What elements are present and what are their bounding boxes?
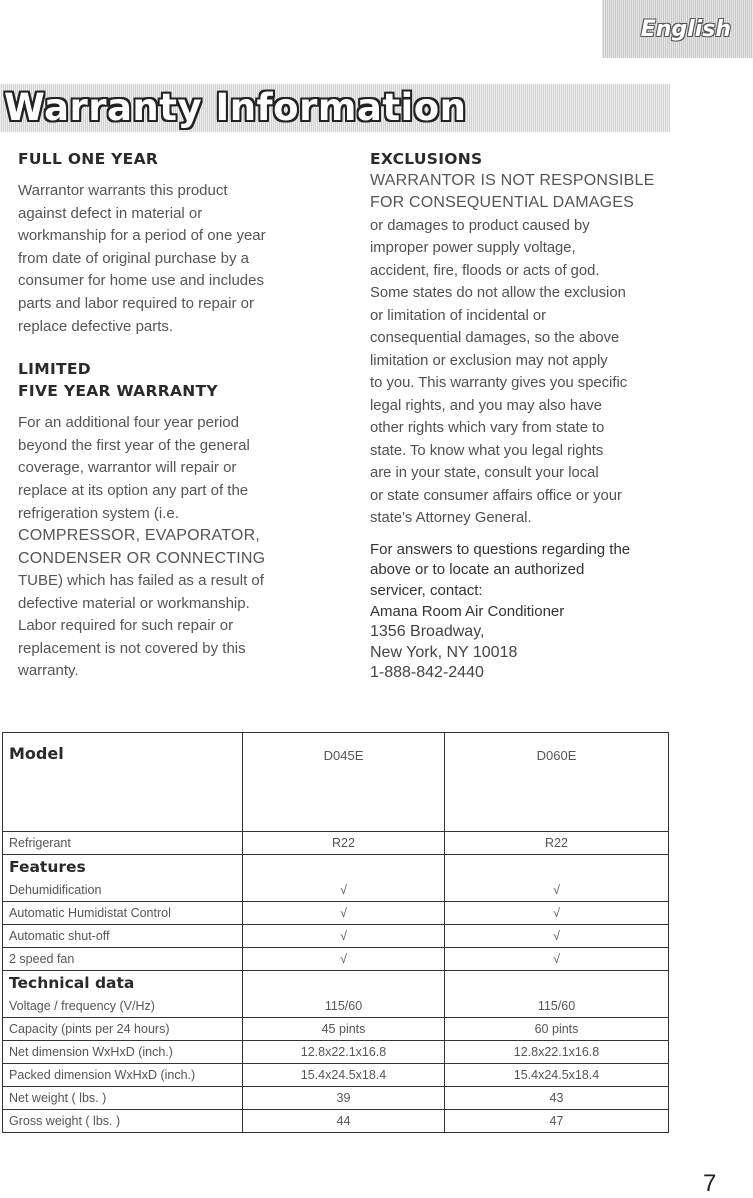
text-line: are in your state, consult your local [370, 465, 599, 482]
text-line: Some states do not allow the exclusion [370, 285, 626, 302]
text-line: FOR CONSEQUENTIAL DAMAGES [370, 194, 634, 212]
check-mark: √ [243, 879, 445, 902]
table-row [3, 995, 669, 1018]
section-row [3, 971, 669, 996]
table-row [3, 902, 669, 925]
table-row [3, 1018, 669, 1041]
text-line: workmanship for a period of one year [18, 227, 266, 245]
cell-value: 12.8x22.1x16.8 [243, 1041, 445, 1064]
row-label: Net dimension WxHxD (inch.) [3, 1041, 243, 1064]
text-line: other rights which vary from state to [370, 420, 605, 437]
text-line: or limitation of incidental or [370, 307, 547, 324]
check-mark: √ [243, 948, 445, 971]
row-label: Voltage / frequency (V/Hz) [3, 995, 243, 1018]
cell-value: 45 pints [243, 1018, 445, 1041]
company-name: Amana Room Air Conditioner [370, 602, 565, 620]
exclusions-text [370, 170, 660, 530]
contact-line: servicer, contact: [370, 582, 483, 599]
text-line: from date of original purchase by a [18, 249, 249, 267]
language-label: English [640, 16, 731, 42]
empty-cell [445, 855, 669, 880]
text-line: state. To know what you legal rights [370, 442, 604, 459]
cell-value: 43 [445, 1087, 669, 1110]
text-line: accident, fire, floods or acts of god. [370, 262, 600, 279]
city-state-zip: New York, NY 10018 [370, 643, 518, 661]
cell-value: 15.4x24.5x18.4 [243, 1064, 445, 1087]
five-year-warranty-heading: FIVE YEAR WARRANTY [18, 382, 218, 401]
text-line: against defect in material or [18, 204, 203, 222]
table-row [3, 1087, 669, 1110]
row-label: Gross weight ( lbs. ) [3, 1110, 243, 1133]
row-label: Automatic Humidistat Control [3, 902, 243, 925]
table-row [3, 879, 669, 902]
contact-info [370, 540, 660, 684]
text-line: COMPRESSOR, EVAPORATOR, [18, 527, 260, 545]
text-line: consumer for home use and includes [18, 272, 264, 290]
check-mark: √ [445, 879, 669, 902]
text-line: replace at its option any part of the [18, 481, 249, 499]
text-line: or damages to product caused by [370, 217, 590, 234]
row-label: Net weight ( lbs. ) [3, 1087, 243, 1110]
text-line: CONDENSER OR CONNECTING [18, 549, 266, 567]
table-row [3, 925, 669, 948]
phone-number: 1-888-842-2440 [370, 664, 484, 682]
cell-value: 15.4x24.5x18.4 [445, 1064, 669, 1087]
text-line: TUBE) which has failed as a result of [18, 571, 264, 589]
exclusions-heading: EXCLUSIONS [370, 150, 483, 168]
contact-line: above or to locate an authorized [370, 561, 585, 579]
cell-value: 47 [445, 1110, 669, 1133]
cell-value: 115/60 [243, 995, 445, 1018]
cell-value: R22 [243, 832, 445, 855]
text-line: limitation or exclusion may not apply [370, 352, 608, 369]
model-d060e: D060E [445, 733, 669, 832]
text-line: consequential damages, so the above [370, 330, 620, 347]
street-address: 1356 Broadway, [370, 623, 485, 641]
text-line: defective material or workmanship. [18, 594, 250, 612]
text-line: Warrantor warrants this product [18, 182, 228, 199]
text-line: warranty. [18, 662, 79, 680]
row-label: 2 speed fan [3, 948, 243, 971]
model-d045e: D045E [243, 733, 445, 832]
table-row [3, 832, 669, 855]
page-number: 7 [703, 1170, 717, 1197]
text-line: refrigeration system (i.e. [18, 504, 179, 522]
check-mark: √ [243, 902, 445, 925]
text-line: improper power supply voltage, [370, 240, 576, 257]
check-mark: √ [243, 925, 445, 948]
empty-cell [243, 855, 445, 880]
row-label: Packed dimension WxHxD (inch.) [3, 1064, 243, 1087]
text-line: parts and labor required to repair or [18, 294, 254, 312]
technical-data-label: Technical data [3, 971, 243, 996]
text-line: to you. This warranty gives you specific [370, 375, 628, 392]
text-line: replacement is not covered by this [18, 639, 246, 657]
text-line: state's Attorney General. [370, 510, 532, 527]
contact-line: For answers to questions regarding the [370, 540, 631, 558]
empty-cell [445, 971, 669, 996]
cell-value: R22 [445, 832, 669, 855]
row-label: Capacity (pints per 24 hours) [3, 1018, 243, 1041]
specifications-table [2, 732, 669, 1133]
table-header-row [3, 733, 669, 832]
full-one-year-heading: FULL ONE YEAR [18, 150, 159, 168]
text-line: or state consumer affairs office or your [370, 487, 622, 504]
cell-value: 115/60 [445, 995, 669, 1018]
text-line: legal rights, and you may also have [370, 397, 602, 414]
section-row [3, 855, 669, 880]
language-tab [602, 0, 753, 58]
row-label: Refrigerant [3, 832, 243, 855]
row-label: Automatic shut-off [3, 925, 243, 948]
check-mark: √ [445, 925, 669, 948]
text-line: beyond the first year of the general [18, 436, 250, 454]
empty-cell [243, 971, 445, 996]
table-row [3, 948, 669, 971]
check-mark: √ [445, 902, 669, 925]
features-label: Features [3, 855, 243, 880]
table-row [3, 1041, 669, 1064]
text-line: Labor required for such repair or [18, 617, 234, 635]
text-line: replace defective parts. [18, 317, 174, 335]
check-mark: √ [445, 948, 669, 971]
cell-value: 39 [243, 1087, 445, 1110]
text-line: WARRANTOR IS NOT RESPONSIBLE [370, 172, 655, 189]
model-label: Model [3, 733, 243, 832]
text-line: For an additional four year period [18, 414, 239, 432]
cell-value: 60 pints [445, 1018, 669, 1041]
limited-heading: LIMITED [18, 360, 91, 379]
cell-value: 12.8x22.1x16.8 [445, 1041, 669, 1064]
table-row [3, 1110, 669, 1133]
row-label: Dehumidification [3, 879, 243, 902]
right-column [370, 148, 660, 684]
cell-value: 44 [243, 1110, 445, 1133]
table-row [3, 1064, 669, 1087]
text-line: coverage, warrantor will repair or [18, 459, 237, 477]
left-column [18, 148, 328, 683]
full-one-year-text [18, 180, 328, 338]
limited-warranty-text [18, 412, 328, 683]
page-title: Warranty Information [4, 86, 467, 129]
